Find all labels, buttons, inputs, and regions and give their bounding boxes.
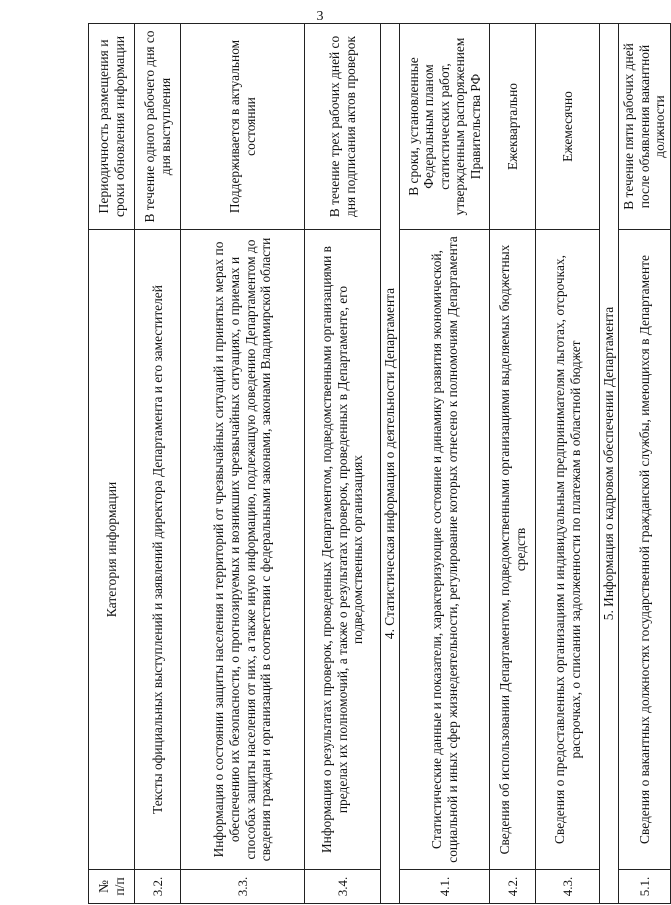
- table-row: [135, 24, 181, 904]
- row-category: Статистические данные и показатели, характеризующие состояние и динамику развития экономической, социальной и иных сфер жизнедеятельности, регулирование которых отнесено к полномочиям Департамента: [400, 230, 490, 870]
- header-category: Категория информации: [89, 230, 135, 870]
- row-category: Информация о результатах проверок, проведенных Департаментом, подведомственными организациями в пределах их полномочий, а также о результатах проверок, проведенных в Департаменте, его подведомственных организациях: [305, 230, 381, 870]
- row-category: Тексты официальных выступлений и заявлений директора Департамента и его заместителей: [135, 230, 181, 870]
- information-table: [88, 23, 671, 904]
- table-row: [400, 24, 490, 904]
- section-5-title: 5. Информация о кадровом обеспечении Департамента: [600, 24, 619, 904]
- row-num: 5.1.: [619, 870, 671, 904]
- table-header-row: [89, 24, 135, 904]
- row-category: Сведения о предоставленных организациям и индивидуальным предпринимателям льготах, отсрочках, рассрочках, о списании задолженности по платежам в областной бюджет: [536, 230, 600, 870]
- header-num: № п/п: [89, 870, 135, 904]
- row-num: 3.2.: [135, 870, 181, 904]
- row-category: Информация о состоянии защиты населения и территорий от чрезвычайных ситуаций и принятых мерах по обеспечению их безопасности, о прогнозируемых и возникших чрезвычайных ситуациях, о приемах и способах защиты населения от них, а также иную информацию, подлежащую доведению Департаментом до сведения граждан и организаций в соответствии с федеральными законами, законами Владимирской области: [181, 230, 305, 870]
- table-row: [305, 24, 381, 904]
- table-row: [490, 24, 536, 904]
- row-period: В течение одного рабочего дня со дня выступления: [135, 24, 181, 230]
- row-category: Сведения об использовании Департаментом, подведомственными организациями выделяемых бюджетных средств: [490, 230, 536, 870]
- row-num: 4.1.: [400, 870, 490, 904]
- table-row: [181, 24, 305, 904]
- rotated-table-wrapper: [88, 24, 668, 904]
- row-num: 3.3.: [181, 870, 305, 904]
- section-4-title: 4. Статистическая информация о деятельности Департамента: [381, 24, 400, 904]
- table-row: [619, 24, 671, 904]
- row-period: В течение пяти рабочих дней после объявления вакантной должности: [619, 24, 671, 230]
- row-category: Сведения о вакантных должностях государственной гражданской службы, имеющихся в Департаменте: [619, 230, 671, 870]
- table-row: [536, 24, 600, 904]
- page-number: 3: [316, 9, 324, 24]
- section-header-row: [600, 24, 619, 904]
- row-period: Поддерживается в актуальном состоянии: [181, 24, 305, 230]
- header-period: Периодичность размещения и сроки обновления информации: [89, 24, 135, 230]
- row-period: Ежеквартально: [490, 24, 536, 230]
- row-num: 3.4.: [305, 870, 381, 904]
- row-period: В сроки, установленные Федеральным планом статистических работ, утвержденным распоряжением Правительства РФ: [400, 24, 490, 230]
- row-period: Ежемесячно: [536, 24, 600, 230]
- row-num: 4.3.: [536, 870, 600, 904]
- section-header-row: [381, 24, 400, 904]
- row-period: В течение трех рабочих дней со дня подписания актов проверок: [305, 24, 381, 230]
- row-num: 4.2.: [490, 870, 536, 904]
